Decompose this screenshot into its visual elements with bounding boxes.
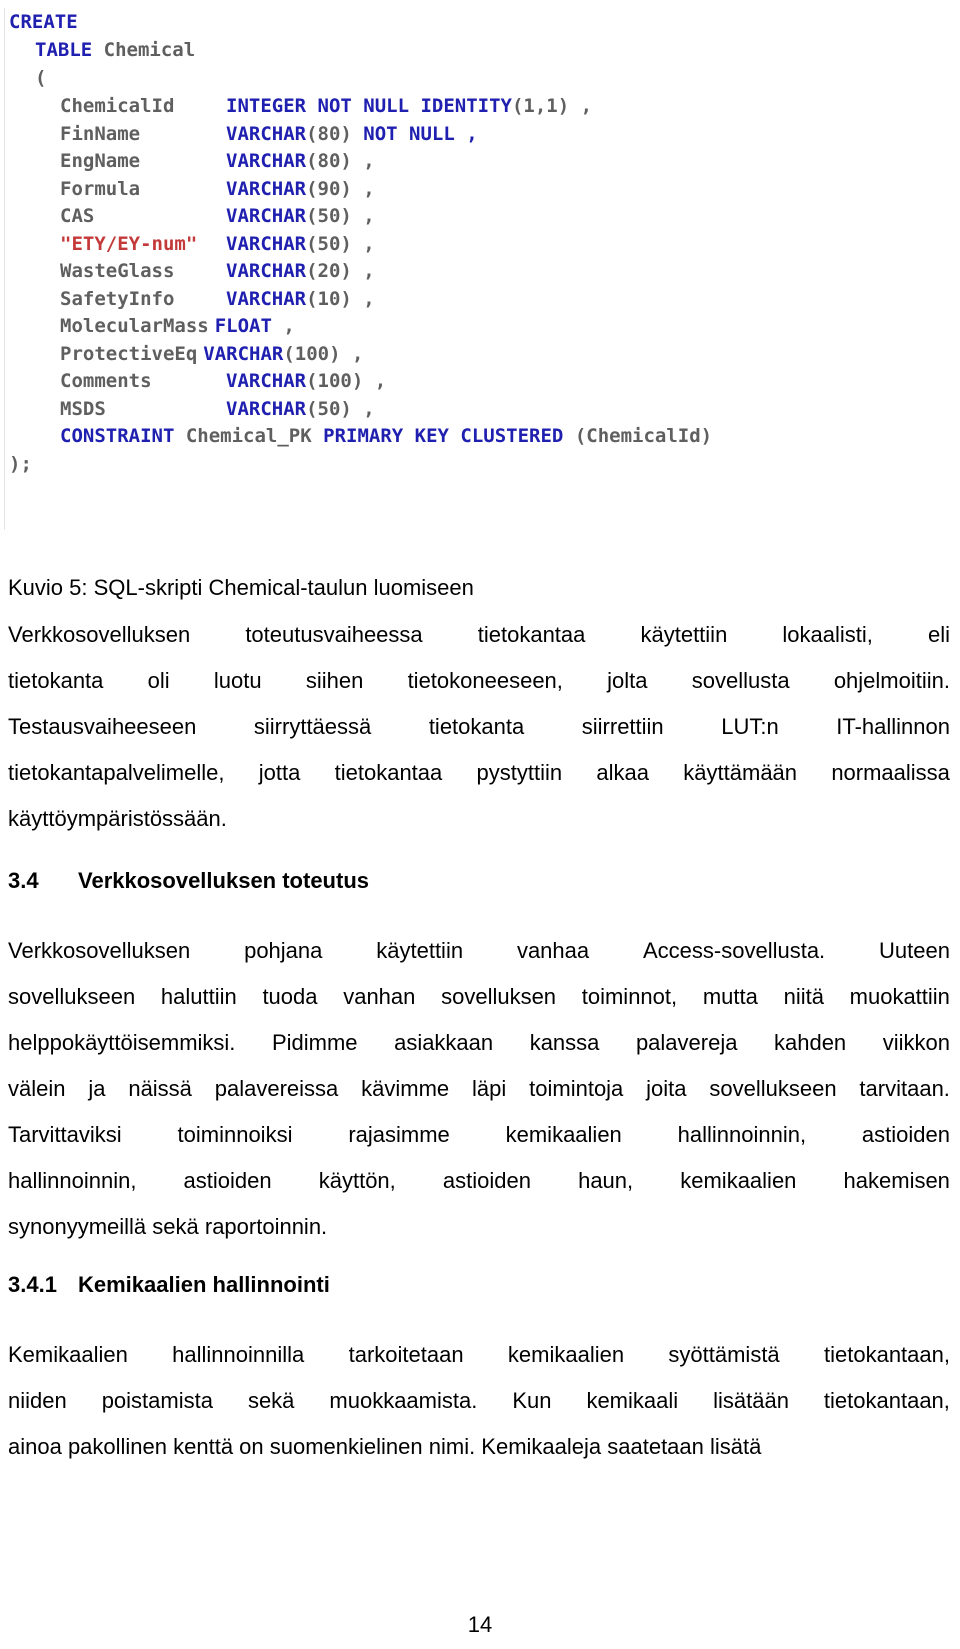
code-create: CREATE [9,11,78,33]
code-column-name: WasteGlass [60,260,175,282]
code-column-name: ChemicalId [60,95,175,117]
code-column-name: Formula [60,177,141,200]
code-close: ); [9,453,32,475]
code-column-tail: , [351,177,375,200]
code-constraint-name: Chemical_PK [185,425,312,447]
code-column-type: FLOAT [214,315,272,337]
code-column-line [60,395,375,423]
code-column-tail: , [351,260,375,282]
code-column-args: (20) [306,260,352,282]
code-column-type: VARCHAR [226,232,307,255]
code-column-type: VARCHAR [226,370,307,392]
text-line: Testausvaiheeseen siirryttäessä tietokanta siirrettiin LUT:n IT-hallinnon [8,714,950,739]
code-table-keyword: TABLE [35,39,93,61]
text-line: ainoa pakollinen kenttä on suomenkielinen nimi. Kemikaaleja saatetaan lisätä [8,1434,762,1459]
code-constraint-line [60,422,712,450]
code-column-line [60,147,375,175]
code-column-args: (50) [306,232,352,255]
code-column-type: VARCHAR [226,122,307,145]
code-column-name: "ETY/EY-num" [60,232,198,255]
code-column-line [60,230,375,258]
text-line: käyttöympäristössään. [8,806,227,831]
code-column-type: VARCHAR [226,287,307,310]
code-column-args: (100) [306,370,364,392]
code-column-name: MSDS [60,397,106,420]
code-column-type: INTEGER NOT NULL IDENTITY [226,95,512,117]
paragraph-3 [8,1332,950,1470]
code-column-type: VARCHAR [203,342,284,365]
sql-code-image [4,8,885,530]
code-table-name: Chemical [103,39,196,61]
text-line: sovellukseen haluttiin tuoda vanhan sovelluksen toiminnot, mutta niitä muokattiin [8,984,950,1009]
text-line: välein ja näissä palavereissa kävimme läpi toimintoja joita sovellukseen tarvitaan. [8,1076,950,1101]
code-column-tail: , [340,342,364,365]
code-column-name: Comments [60,370,152,392]
code-column-args: (100) [283,342,341,365]
code-column-type: VARCHAR [226,205,307,227]
paragraph-1 [8,612,950,842]
code-column-tail: , [351,205,375,227]
code-column-args: (80) [306,122,352,145]
code-column-name: CAS [60,205,95,227]
code-column-tail: , [351,150,375,172]
heading-title: Kemikaalien hallinnointi [78,1272,330,1297]
text-line: Tarvittaviksi toiminnoiksi rajasimme kemikaalien hallinnoinnin, astioiden [8,1122,950,1147]
code-column-line [60,367,386,395]
figure-caption: Kuvio 5: SQL-skripti Chemical-taulun luomiseen [8,575,474,600]
section-heading-3-4-1 [8,1272,330,1298]
code-column-name: MolecularMass [60,315,209,337]
code-column-tail: NOT NULL , [351,122,478,145]
code-column-type: VARCHAR [226,177,307,200]
code-column-type: VARCHAR [226,260,307,282]
code-column-args: (80) [306,150,352,172]
code-column-tail: , [271,315,295,337]
code-column-line [60,285,375,313]
heading-title: Verkkosovelluksen toteutus [78,868,369,893]
code-column-tail: , [351,397,375,420]
text-line: Kemikaalien hallinnoinnilla tarkoitetaan kemikaalien syöttämistä tietokantaan, [8,1342,950,1367]
code-column-tail: , [569,95,593,117]
code-open-paren: ( [35,67,47,89]
code-column-args: (1,1) [511,95,570,117]
code-column-tail: , [351,287,375,310]
text-line: tietokanta oli luotu siihen tietokoneeseen, jolta sovellusta ohjelmoitiin. [8,668,950,693]
text-line: Verkkosovelluksen toteutusvaiheessa tietokantaa käytettiin lokaalisti, eli [8,622,950,647]
code-column-line [60,312,295,340]
code-column-name: ProtectiveEq [60,342,198,365]
text-line: helppokäyttöisemmiksi. Pidimme asiakkaan kanssa palavereja kahden viikkon [8,1030,950,1055]
code-column-line [60,202,375,230]
code-column-type: VARCHAR [226,397,307,420]
text-line: hallinnoinnin, astioiden käyttön, astioiden haun, kemikaalien hakemisen [8,1168,950,1193]
code-column-line [60,175,375,203]
code-column-line [60,120,478,148]
text-line: niiden poistamista sekä muokkaamista. Kun kemikaali lisätään tietokantaan, [8,1388,950,1413]
code-column-line [60,92,592,120]
code-constraint-rest: PRIMARY KEY CLUSTERED [323,425,564,447]
paragraph-2 [8,928,950,1250]
text-line: Verkkosovelluksen pohjana käytettiin vanhaa Access-sovellusta. Uuteen [8,938,950,963]
code-column-args: (90) [306,177,352,200]
heading-number: 3.4 [8,868,39,893]
code-column-type: VARCHAR [226,150,307,172]
code-constraint-keyword: CONSTRAINT [60,425,175,447]
code-column-name: SafetyInfo [60,287,175,310]
code-column-tail: , [363,370,387,392]
code-column-args: (10) [306,287,352,310]
code-constraint-arg: (ChemicalId) [574,425,713,447]
code-column-name: FinName [60,122,141,145]
code-table-line [35,36,195,64]
code-column-tail: , [351,232,375,255]
code-column-args: (50) [306,397,352,420]
text-line: synonyymeillä sekä raportoinnin. [8,1214,328,1239]
code-column-name: EngName [60,150,141,172]
page-number: 14 [467,1612,493,1637]
code-column-args: (50) [306,205,352,227]
heading-number: 3.4.1 [8,1272,57,1297]
code-column-line [60,257,375,285]
text-line: tietokantapalvelimelle, jotta tietokantaa pystyttiin alkaa käyttämään normaalissa [8,760,950,785]
code-column-line [60,340,363,368]
section-heading-3-4 [8,868,369,894]
